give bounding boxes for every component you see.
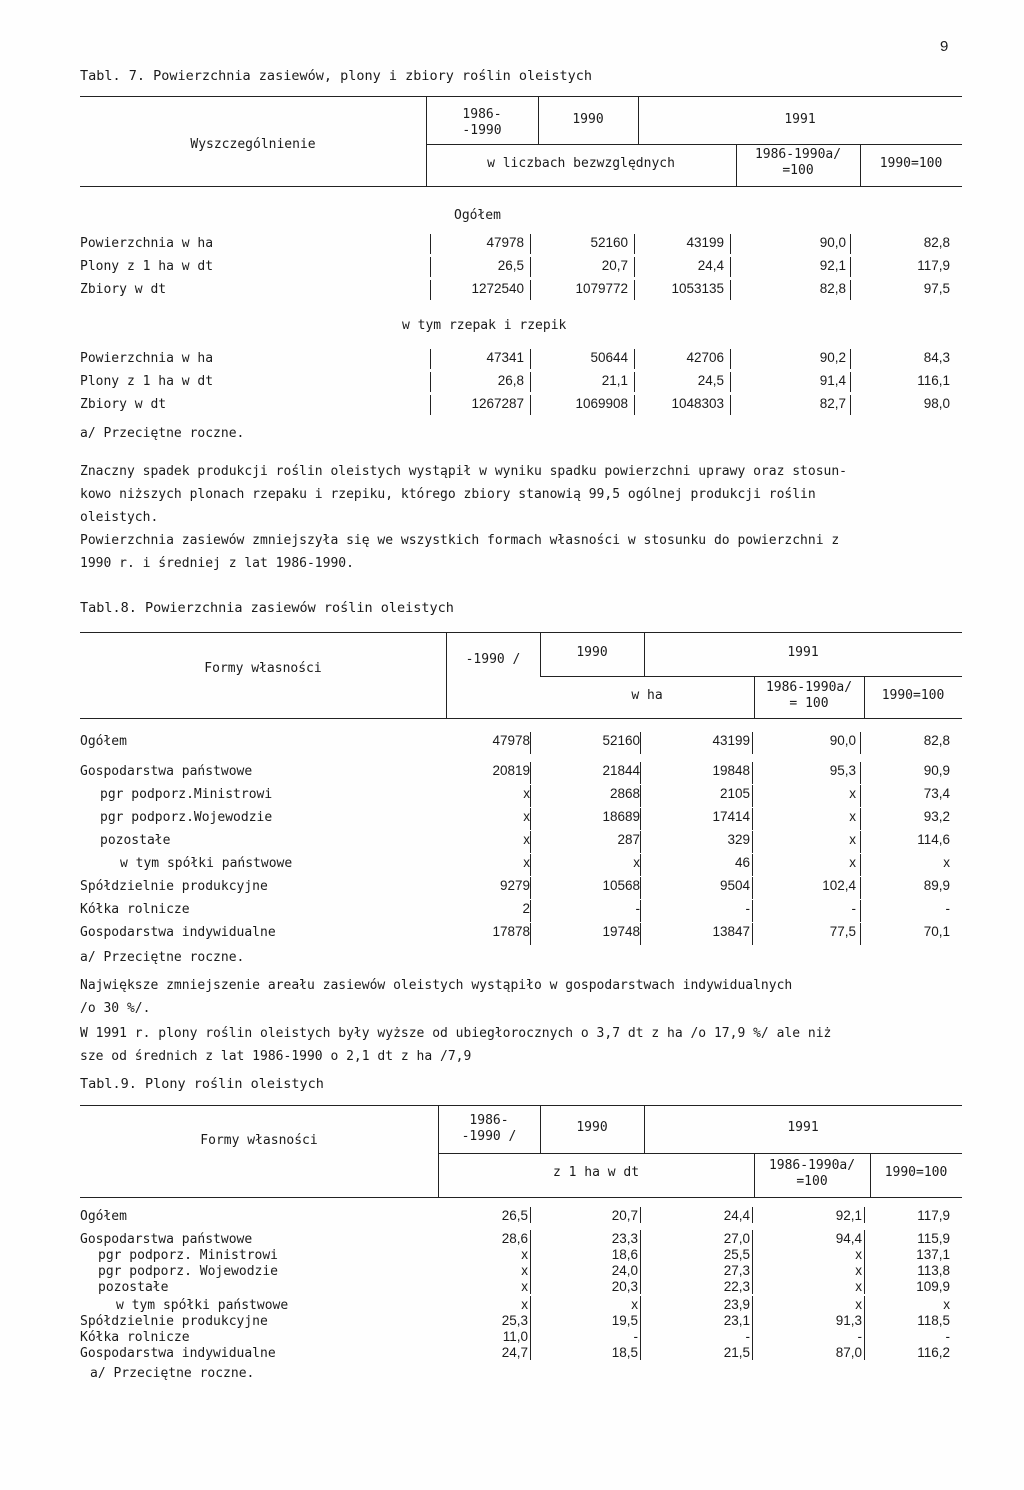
table9-header-1986: 1986- -1990 / bbox=[461, 1113, 517, 1144]
table9-cell-divider bbox=[530, 1312, 531, 1328]
table9-cell-divider bbox=[530, 1230, 531, 1246]
table7-cell: 1053135 bbox=[671, 281, 724, 296]
table8-cell-divider bbox=[752, 877, 753, 899]
table9-header-index-1990: 1990=100 bbox=[884, 1165, 948, 1180]
table9-footnote: a/ Przeciętne roczne. bbox=[90, 1366, 255, 1381]
table8-cell-divider bbox=[640, 732, 641, 754]
paragraph-1-line: Znaczny spadek produkcji roślin oleistych wystąpił w wyniku spadku powierzchni uprawy oraz stosun- bbox=[80, 464, 848, 479]
table9-cell: 11,0 bbox=[502, 1329, 528, 1344]
table7-header-1986: 1986- -1990 bbox=[462, 107, 502, 138]
paragraph-1-line: Powierzchnia zasiewów zmniejszyła się we wszystkich formach własności w stosunku do powierzchni z bbox=[80, 533, 840, 548]
table7-header-1991: 1991 bbox=[784, 112, 816, 127]
table8-cell-divider bbox=[530, 854, 531, 876]
table7-cell-divider bbox=[730, 257, 731, 277]
table9-cell: 20,3 bbox=[611, 1279, 638, 1294]
table7-cell: 42706 bbox=[686, 350, 724, 365]
table8-cell-divider bbox=[752, 762, 753, 784]
table8-cell-divider bbox=[530, 785, 531, 807]
table9-cell-divider bbox=[640, 1262, 641, 1278]
table7-cell: 82,8 bbox=[819, 281, 846, 296]
paragraph-1 bbox=[80, 460, 960, 575]
table8-header-1986: -1990 / bbox=[465, 652, 521, 667]
table9-cell-divider bbox=[530, 1262, 531, 1278]
table8-cell-divider bbox=[860, 900, 861, 922]
table8-cell: 287 bbox=[617, 832, 640, 847]
table7-cell-divider bbox=[430, 257, 431, 277]
table8-cell: 9504 bbox=[719, 878, 750, 893]
table9-cell-divider bbox=[864, 1246, 865, 1262]
table7-cell-divider bbox=[850, 257, 851, 277]
table7-cell-divider bbox=[634, 257, 635, 277]
table8-cell-divider bbox=[640, 923, 641, 945]
table9-cell: x bbox=[943, 1297, 950, 1312]
table8-cell: 46 bbox=[734, 855, 750, 870]
table7-cell-divider bbox=[730, 280, 731, 300]
table7-cell: 20,7 bbox=[601, 258, 628, 273]
table9-cell: x bbox=[631, 1297, 638, 1312]
table8-cell: 73,4 bbox=[923, 786, 950, 801]
table9-cell: 116,2 bbox=[917, 1345, 950, 1360]
table7-section-total: Ogółem bbox=[454, 208, 501, 223]
table8-row-label: pgr podporz.Ministrowi bbox=[100, 787, 273, 802]
table8-title: Tabl.8. Powierzchnia zasiewów roślin oleistych bbox=[80, 600, 454, 616]
table8-cell-divider bbox=[530, 831, 531, 853]
table8-cell-divider bbox=[530, 808, 531, 830]
table8-cell: 2 bbox=[522, 901, 530, 916]
table8-cell-divider bbox=[640, 808, 641, 830]
table8-cell-divider bbox=[860, 923, 861, 945]
table8-cell: 102,4 bbox=[822, 878, 856, 893]
table7-cell: 97,5 bbox=[923, 281, 950, 296]
table8-cell-divider bbox=[640, 831, 641, 853]
table8-cell: x bbox=[523, 832, 530, 847]
table8-cell: 43199 bbox=[712, 733, 750, 748]
table7-cell-divider bbox=[430, 234, 431, 254]
table7-header-absolute: w liczbach bezwzględnych bbox=[487, 156, 675, 171]
table8-cell: 21844 bbox=[602, 763, 640, 778]
table8-cell: x bbox=[849, 855, 856, 870]
table9-cell-divider bbox=[530, 1328, 531, 1344]
table9-header-1991: 1991 bbox=[787, 1120, 819, 1135]
table8-cell: 93,2 bbox=[923, 809, 950, 824]
table7-cell-divider bbox=[634, 372, 635, 392]
table8-cell: 90,9 bbox=[923, 763, 950, 778]
table8-cell: 90,0 bbox=[829, 733, 856, 748]
table7-cell-divider bbox=[530, 257, 531, 277]
table7-cell-divider bbox=[430, 349, 431, 369]
table7-row-label: Plony z 1 ha w dt bbox=[80, 374, 214, 389]
table7-cell: 90,0 bbox=[819, 235, 846, 250]
table7-cell: 1079772 bbox=[575, 281, 628, 296]
table8-cell: - bbox=[945, 901, 950, 916]
table8-row-label: Gospodarstwa indywidualne bbox=[80, 925, 276, 940]
table9-cell: 113,8 bbox=[917, 1263, 950, 1278]
table8-cell: 89,9 bbox=[923, 878, 950, 893]
table7-cell-divider bbox=[850, 234, 851, 254]
table7-cell-divider bbox=[530, 234, 531, 254]
table9-cell-divider bbox=[640, 1207, 641, 1223]
table9-cell-divider bbox=[640, 1312, 641, 1328]
table7-title: Tabl. 7. Powierzchnia zasiewów, plony i zbiory roślin oleistych bbox=[80, 68, 593, 84]
table9-cell-divider bbox=[640, 1278, 641, 1294]
table7-cell: 1048303 bbox=[671, 396, 724, 411]
table9-cell-divider bbox=[752, 1312, 753, 1328]
table9-cell: 137,1 bbox=[916, 1247, 950, 1262]
table9-cell: 25,5 bbox=[723, 1247, 750, 1262]
table8-cell-divider bbox=[530, 762, 531, 784]
table9-row-label: pgr podporz. Ministrowi bbox=[98, 1248, 279, 1263]
table9-cell: x bbox=[521, 1247, 528, 1262]
table9-cell: 22,3 bbox=[723, 1279, 750, 1294]
table9-cell-divider bbox=[864, 1207, 865, 1223]
table7-cell: 47341 bbox=[486, 350, 524, 365]
table8-cell: 20819 bbox=[492, 763, 530, 778]
paragraph-1-line: 1990 r. i średniej z lat 1986-1990. bbox=[80, 556, 354, 571]
table9-cell: - bbox=[745, 1329, 750, 1344]
table9-row-label: Kółka rolnicze bbox=[80, 1330, 190, 1345]
table8-cell: 95,3 bbox=[829, 763, 856, 778]
table8-stub-header: Formy własności bbox=[204, 661, 322, 676]
paragraph-1-line: oleistych. bbox=[80, 510, 159, 525]
table7-cell: 21,1 bbox=[601, 373, 628, 388]
table8-cell: 13847 bbox=[712, 924, 750, 939]
table9-cell: 18,5 bbox=[611, 1345, 638, 1360]
table8-cell: 82,8 bbox=[923, 733, 950, 748]
table9-cell-divider bbox=[864, 1312, 865, 1328]
table9-row-label: Gospodarstwa państwowe bbox=[80, 1232, 253, 1247]
table8-cell: 77,5 bbox=[829, 924, 856, 939]
table7-cell: 1267287 bbox=[471, 396, 524, 411]
table8-cell-divider bbox=[860, 877, 861, 899]
table9-row-label: Spółdzielnie produkcyjne bbox=[80, 1314, 268, 1329]
table9-cell: 109,9 bbox=[916, 1279, 950, 1294]
table7-cell-divider bbox=[634, 234, 635, 254]
table9-cell-divider bbox=[752, 1207, 753, 1223]
table8-cell: 10568 bbox=[602, 878, 640, 893]
table8-cell: x bbox=[523, 809, 530, 824]
table7-row-label: Powierzchnia w ha bbox=[80, 351, 214, 366]
table7-footnote: a/ Przeciętne roczne. bbox=[80, 426, 245, 441]
table9-cell: x bbox=[521, 1263, 528, 1278]
table9-cell-divider bbox=[530, 1207, 531, 1223]
table7-cell-divider bbox=[430, 280, 431, 300]
table7-cell: 90,2 bbox=[819, 350, 846, 365]
table7-cell: 1069908 bbox=[575, 396, 628, 411]
table8-cell-divider bbox=[752, 785, 753, 807]
table9-cell: 115,9 bbox=[917, 1231, 950, 1246]
table8-header-1991: 1991 bbox=[787, 645, 819, 660]
table8-header-1990: 1990 bbox=[576, 645, 608, 660]
table9-cell: 87,0 bbox=[835, 1345, 862, 1360]
table7-cell-divider bbox=[730, 372, 731, 392]
paragraph-2-line: sze od średnich z lat 1986-1990 o 2,1 dt z ha /7,9 bbox=[80, 1049, 472, 1064]
table8-cell-divider bbox=[752, 923, 753, 945]
table9-cell: x bbox=[855, 1247, 862, 1262]
table8-cell-divider bbox=[752, 854, 753, 876]
table8-header-index-1990: 1990=100 bbox=[881, 688, 945, 703]
table9-cell: 91,3 bbox=[835, 1313, 862, 1328]
table8-cell-divider bbox=[860, 854, 861, 876]
page-number: 9 bbox=[940, 38, 949, 55]
table7-cell-divider bbox=[530, 280, 531, 300]
table9-cell-divider bbox=[752, 1344, 753, 1360]
table9-cell: 24,0 bbox=[611, 1263, 638, 1278]
table7-cell-divider bbox=[530, 395, 531, 415]
table9-cell: 23,3 bbox=[611, 1231, 638, 1246]
table8-row-label: Spółdzielnie produkcyjne bbox=[80, 879, 268, 894]
table8-cell-divider bbox=[530, 923, 531, 945]
table7-cell-divider bbox=[850, 349, 851, 369]
table8-cell-divider bbox=[860, 762, 861, 784]
table9-cell: x bbox=[521, 1297, 528, 1312]
table8-cell: 9279 bbox=[499, 878, 530, 893]
table9-cell: - bbox=[633, 1329, 638, 1344]
table8-row-label: pozostałe bbox=[100, 833, 171, 848]
table8-cell: 19748 bbox=[602, 924, 640, 939]
table7-stub-header: Wyszczególnienie bbox=[190, 137, 316, 152]
table7-cell-divider bbox=[530, 372, 531, 392]
table9-cell-divider bbox=[752, 1296, 753, 1312]
table8-cell: x bbox=[633, 855, 640, 870]
table8-row-label: w tym spółki państwowe bbox=[120, 856, 293, 871]
table8-cell-divider bbox=[752, 900, 753, 922]
table9-cell-divider bbox=[864, 1262, 865, 1278]
table9-cell: 27,0 bbox=[723, 1231, 750, 1246]
table8-cell: 2105 bbox=[719, 786, 750, 801]
table8-cell: 19848 bbox=[712, 763, 750, 778]
table9-cell: 21,5 bbox=[723, 1345, 750, 1360]
table7-cell: 43199 bbox=[686, 235, 724, 250]
table9-cell-divider bbox=[864, 1344, 865, 1360]
table9-cell-divider bbox=[864, 1230, 865, 1246]
table7-cell: 116,1 bbox=[917, 373, 950, 388]
table9-cell-divider bbox=[640, 1246, 641, 1262]
table8-header-absolute: w ha bbox=[631, 688, 663, 703]
table8-cell-divider bbox=[640, 785, 641, 807]
table7-cell-divider bbox=[530, 349, 531, 369]
table7-row-label: Zbiory w dt bbox=[80, 397, 167, 412]
table9-cell: 94,4 bbox=[835, 1231, 862, 1246]
table8-cell-divider bbox=[640, 900, 641, 922]
table9-cell-divider bbox=[640, 1344, 641, 1360]
table9-cell: 24,7 bbox=[501, 1345, 528, 1360]
table9-row-label: w tym spółki państwowe bbox=[116, 1298, 289, 1313]
table8-footnote: a/ Przeciętne roczne. bbox=[80, 950, 245, 965]
table9-header-1990: 1990 bbox=[576, 1120, 608, 1135]
table8-cell: 17414 bbox=[712, 809, 750, 824]
table7-cell: 47978 bbox=[486, 235, 524, 250]
table9-cell: x bbox=[521, 1279, 528, 1294]
table7-header-index-avg: 1986-1990a/ =100 bbox=[754, 147, 842, 178]
table8-cell: - bbox=[635, 901, 640, 916]
paragraph-2-line: W 1991 r. plony roślin oleistych były wyższe od ubiegłorocznych o 3,7 dt z ha /o 17,9 %/ ale niż bbox=[80, 1026, 832, 1041]
table9-cell-divider bbox=[752, 1246, 753, 1262]
table9-cell-divider bbox=[752, 1278, 753, 1294]
table9-cell-divider bbox=[864, 1296, 865, 1312]
table7-cell-divider bbox=[634, 280, 635, 300]
table8-cell: - bbox=[745, 901, 750, 916]
table7-cell-divider bbox=[850, 372, 851, 392]
table8-cell-divider bbox=[860, 808, 861, 830]
table7-cell: 98,0 bbox=[923, 396, 950, 411]
table7-cell-divider bbox=[634, 349, 635, 369]
table9-cell: 26,5 bbox=[501, 1208, 528, 1223]
table8-cell-divider bbox=[752, 831, 753, 853]
table9-row-label: pozostałe bbox=[98, 1280, 169, 1295]
table8-cell: x bbox=[849, 786, 856, 801]
table8-cell: 329 bbox=[727, 832, 750, 847]
table7-cell: 26,8 bbox=[497, 373, 524, 388]
table9-cell-divider bbox=[640, 1328, 641, 1344]
table7-cell-divider bbox=[730, 234, 731, 254]
table8-cell-divider bbox=[752, 808, 753, 830]
table9-cell: 25,3 bbox=[501, 1313, 528, 1328]
table9-row-label: pgr podporz. Wojewodzie bbox=[98, 1264, 279, 1279]
table7-cell: 82,7 bbox=[819, 396, 846, 411]
table8-cell: x bbox=[849, 809, 856, 824]
table7-cell-divider bbox=[634, 395, 635, 415]
table8-cell-divider bbox=[752, 732, 753, 754]
table7-cell: 24,4 bbox=[697, 258, 724, 273]
table9-header-index-avg: 1986-1990a/ =100 bbox=[768, 1158, 856, 1189]
table8-row-label: Gospodarstwa państwowe bbox=[80, 764, 253, 779]
table7-cell-divider bbox=[430, 395, 431, 415]
table8-cell-divider bbox=[530, 877, 531, 899]
paragraph-2 bbox=[80, 974, 960, 1068]
table7-section-rapeseed: w tym rzepak i rzepik bbox=[402, 318, 567, 333]
table7-cell-divider bbox=[850, 280, 851, 300]
table8-row-label: pgr podporz.Wojewodzie bbox=[100, 810, 273, 825]
table8-cell: 70,1 bbox=[923, 924, 950, 939]
table7-cell-divider bbox=[430, 372, 431, 392]
table7-cell: 82,8 bbox=[923, 235, 950, 250]
table9-cell-divider bbox=[530, 1344, 531, 1360]
table8-row-label: Ogółem bbox=[80, 734, 127, 749]
table8-cell: 2868 bbox=[609, 786, 640, 801]
table8-cell: 17878 bbox=[492, 924, 530, 939]
table8-cell-divider bbox=[860, 785, 861, 807]
table8-cell: x bbox=[943, 855, 950, 870]
table7-row-label: Plony z 1 ha w dt bbox=[80, 259, 214, 274]
table7-header-1990: 1990 bbox=[572, 112, 604, 127]
table9-cell: 23,9 bbox=[723, 1297, 750, 1312]
table8-cell: 18689 bbox=[602, 809, 640, 824]
table9-cell: 117,9 bbox=[917, 1208, 950, 1223]
table9-cell: 24,4 bbox=[723, 1208, 750, 1223]
table9-cell-divider bbox=[864, 1328, 865, 1344]
table8-cell-divider bbox=[640, 854, 641, 876]
table8-cell-divider bbox=[530, 732, 531, 754]
paragraph-1-line: kowo niższych plonach rzepaku i rzepiku, którego zbiory stanowią 99,5 ogólnej produkcji roślin bbox=[80, 487, 816, 502]
table8-header-index-avg: 1986-1990a/ = 100 bbox=[765, 680, 853, 711]
table7-cell: 92,1 bbox=[819, 258, 846, 273]
table9-cell: x bbox=[855, 1297, 862, 1312]
table9-title: Tabl.9. Plony roślin oleistych bbox=[80, 1076, 324, 1092]
table9-cell-divider bbox=[530, 1278, 531, 1294]
table9-row-label: Ogółem bbox=[80, 1209, 127, 1224]
table9-cell-divider bbox=[530, 1246, 531, 1262]
paragraph-2-line: /o 30 %/. bbox=[80, 1001, 151, 1016]
table9-header-absolute: z 1 ha w dt bbox=[552, 1165, 640, 1180]
table9-row-label: Gospodarstwa indywidualne bbox=[80, 1346, 276, 1361]
table8-cell-divider bbox=[640, 762, 641, 784]
table9-cell-divider bbox=[530, 1296, 531, 1312]
table7-cell: 117,9 bbox=[917, 258, 950, 273]
table8-cell-divider bbox=[860, 732, 861, 754]
table8-cell-divider bbox=[530, 900, 531, 922]
table9-cell-divider bbox=[640, 1296, 641, 1312]
table8-cell-divider bbox=[640, 877, 641, 899]
table9-cell: - bbox=[857, 1329, 862, 1344]
table8-row-label: Kółka rolnicze bbox=[80, 902, 190, 917]
table8-cell-divider bbox=[860, 831, 861, 853]
table9-cell: 118,5 bbox=[917, 1313, 950, 1328]
table9-cell: 28,6 bbox=[501, 1231, 528, 1246]
table7-cell-divider bbox=[730, 349, 731, 369]
table9-cell-divider bbox=[752, 1230, 753, 1246]
table7-cell-divider bbox=[730, 395, 731, 415]
table9-cell: - bbox=[945, 1329, 950, 1344]
table9-cell: 19,5 bbox=[611, 1313, 638, 1328]
table7-row-label: Powierzchnia w ha bbox=[80, 236, 214, 251]
table7-cell: 1272540 bbox=[471, 281, 524, 296]
table9-cell-divider bbox=[864, 1278, 865, 1294]
table7-row-label: Zbiory w dt bbox=[80, 282, 167, 297]
table9-cell-divider bbox=[752, 1262, 753, 1278]
table8-cell: x bbox=[523, 855, 530, 870]
table9-cell: 27,3 bbox=[723, 1263, 750, 1278]
table7-cell: 50644 bbox=[590, 350, 628, 365]
table9-cell: 18,6 bbox=[611, 1247, 638, 1262]
table8-cell: x bbox=[523, 786, 530, 801]
table9-cell: 23,1 bbox=[723, 1313, 750, 1328]
table9-cell-divider bbox=[752, 1328, 753, 1344]
table7-cell: 52160 bbox=[590, 235, 628, 250]
paragraph-2-line: Największe zmniejszenie areału zasiewów oleistych wystąpiło w gospodarstwach indywidualnych bbox=[80, 978, 793, 993]
table8-cell: x bbox=[849, 832, 856, 847]
table9-stub-header: Formy własności bbox=[200, 1133, 318, 1148]
table7-cell: 84,3 bbox=[923, 350, 950, 365]
table7-cell: 24,5 bbox=[697, 373, 724, 388]
table7-header-index-1990: 1990=100 bbox=[879, 156, 943, 171]
table8-cell: - bbox=[851, 901, 856, 916]
table7-cell: 91,4 bbox=[819, 373, 846, 388]
table8-cell: 47978 bbox=[492, 733, 530, 748]
table7-cell: 26,5 bbox=[497, 258, 524, 273]
table9-cell: x bbox=[855, 1263, 862, 1278]
table9-cell-divider bbox=[640, 1230, 641, 1246]
table8-cell: 114,6 bbox=[917, 832, 950, 847]
table9-cell: 20,7 bbox=[611, 1208, 638, 1223]
table7-cell-divider bbox=[850, 395, 851, 415]
table9-cell: x bbox=[855, 1279, 862, 1294]
table9-cell: 92,1 bbox=[835, 1208, 862, 1223]
table8-cell: 52160 bbox=[602, 733, 640, 748]
